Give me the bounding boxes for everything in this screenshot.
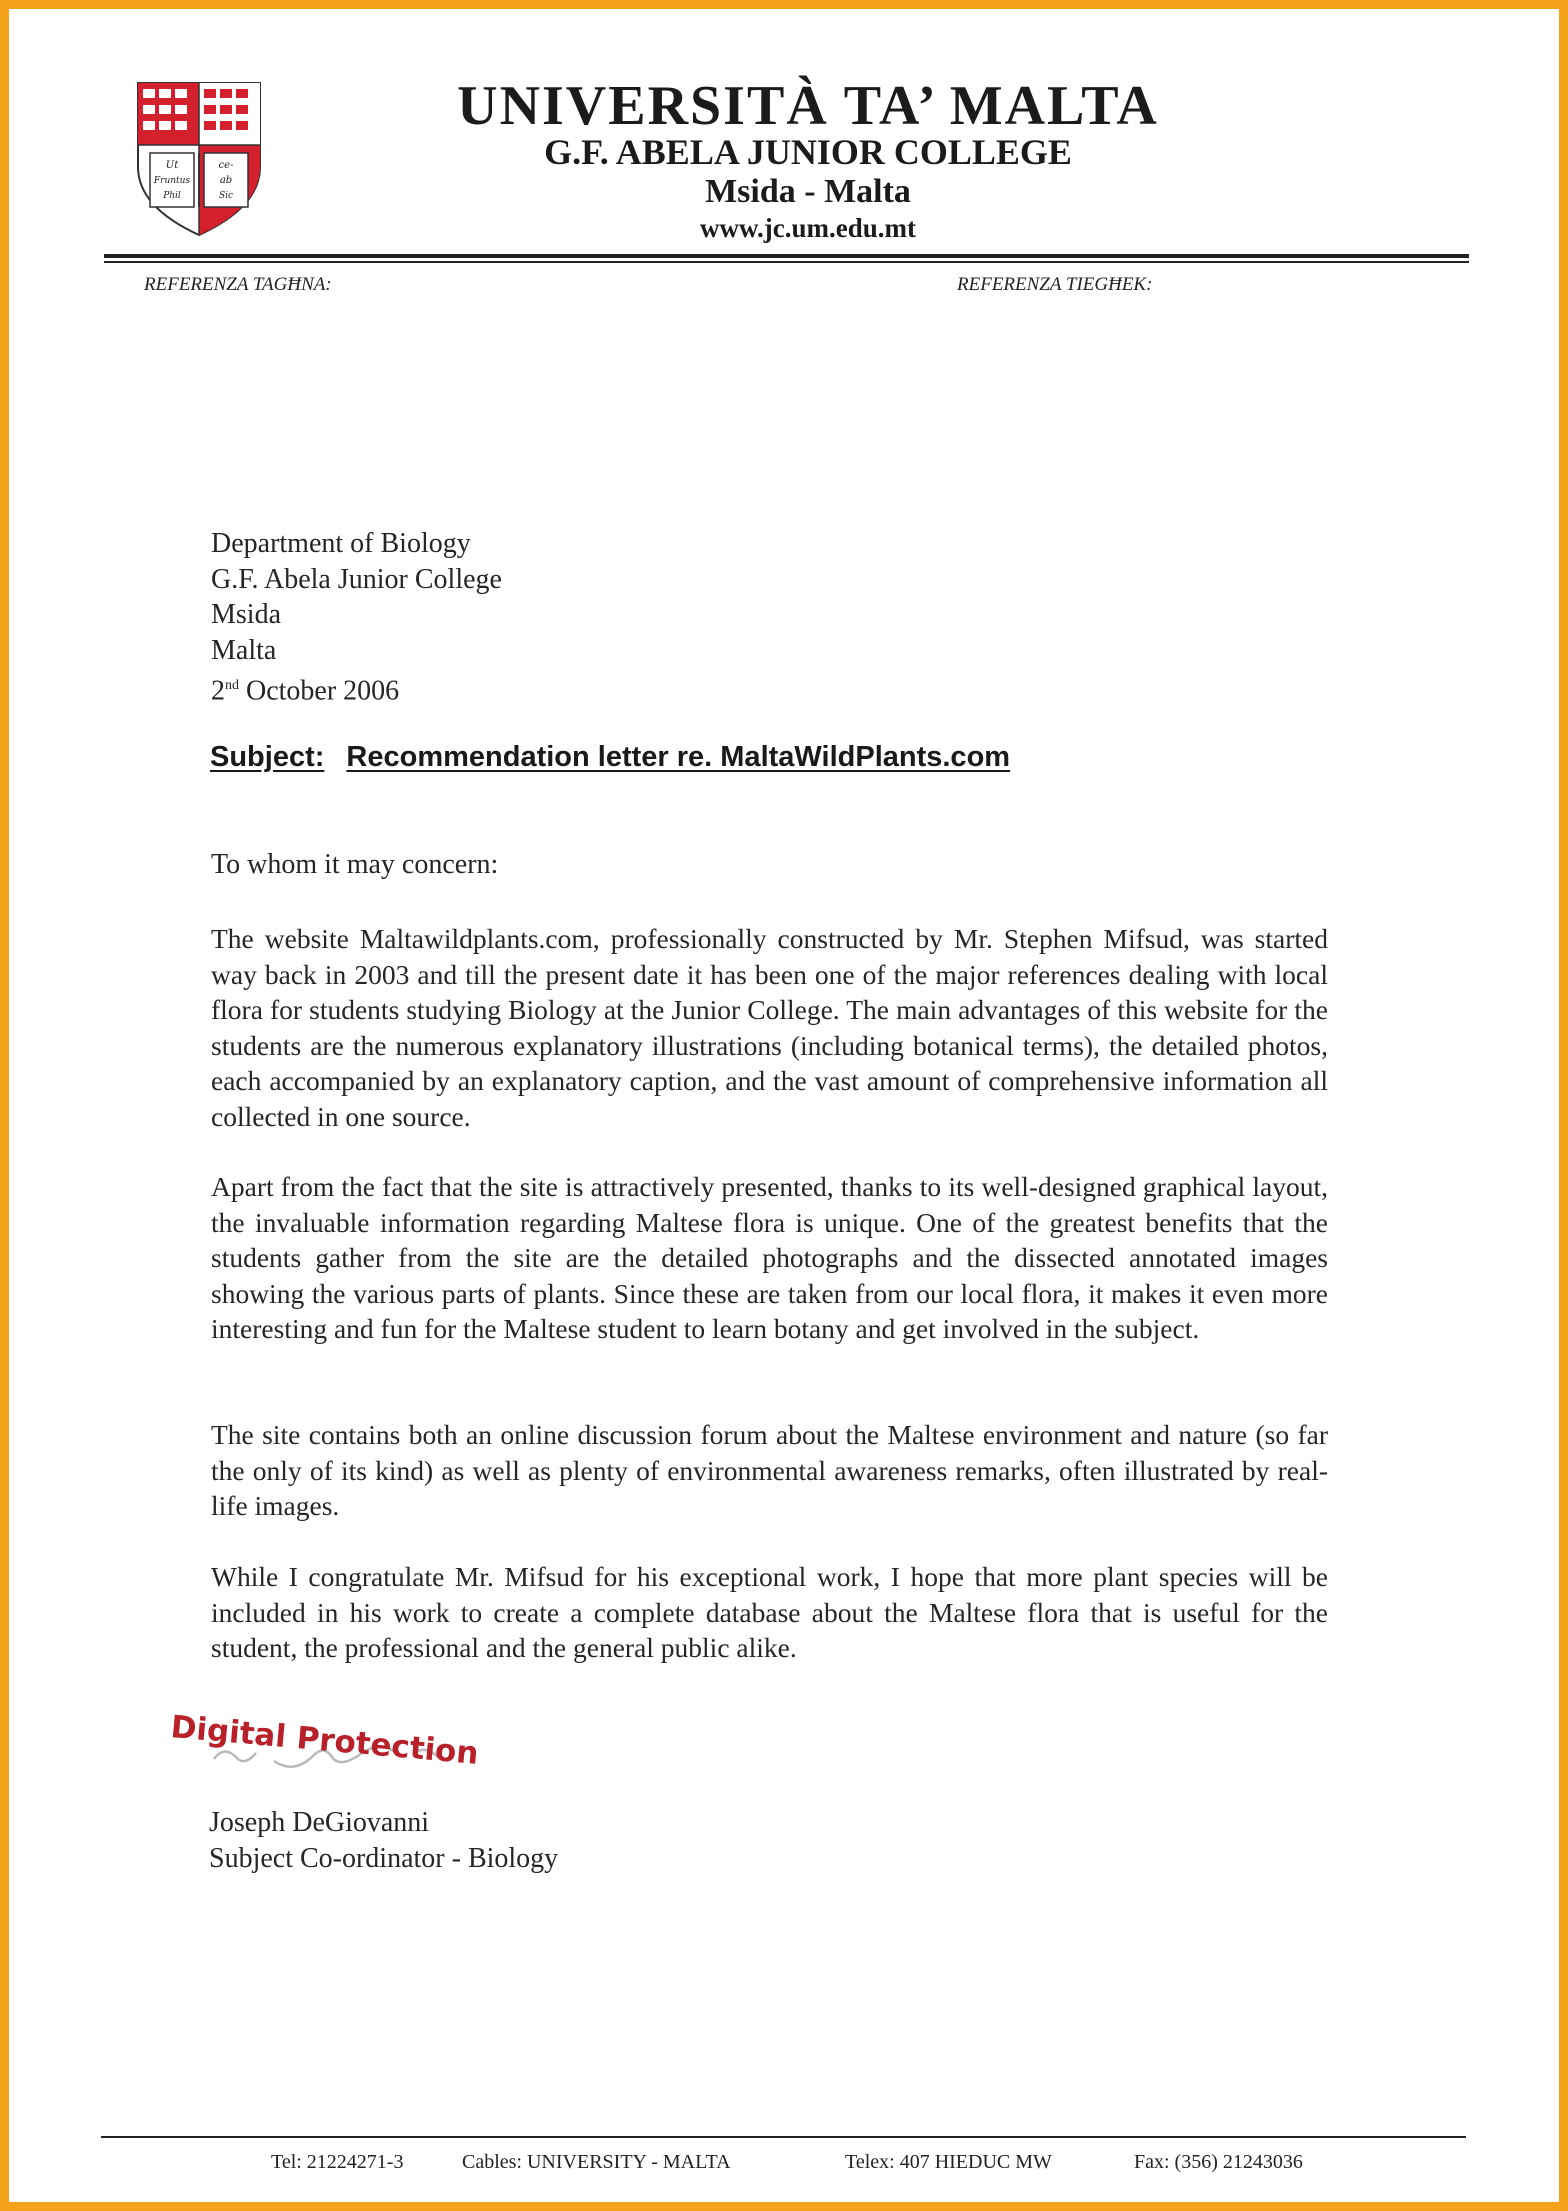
- college-location: Msida - Malta: [705, 173, 911, 210]
- address-line: Department of Biology: [211, 528, 471, 559]
- body-paragraph-4: While I congratulate Mr. Mifsud for his exceptional work, I hope that more plant species will be included in his work to create a complete database about the Maltese flora that is useful for the student, the professional and the general public alike.: [211, 1561, 1328, 1663]
- college-website: www.jc.um.edu.mt: [700, 213, 916, 243]
- date-suffix: nd: [225, 678, 239, 693]
- crest-motto-5: Phil: [163, 191, 181, 201]
- address-line: Msida: [211, 599, 281, 630]
- college-name: G.F. ABELA JUNIOR COLLEGE: [544, 132, 1072, 172]
- reference-ours: REFERENZA TAGĦNA:: [144, 274, 332, 295]
- crest-motto-6: Sic: [218, 191, 234, 201]
- crest-motto-4: ab: [219, 175, 233, 186]
- footer-cables: Cables: UNIVERSITY - MALTA: [462, 2151, 731, 2173]
- crest-motto-3: Fruntus: [153, 176, 191, 186]
- sender-address: [211, 526, 502, 709]
- subject-text: Recommendation letter re. MaltaWildPlants.com: [346, 741, 1011, 773]
- footer-fax: Fax: (356) 21243036: [1134, 2151, 1303, 2173]
- header-rule-thick: [104, 254, 1469, 258]
- date-rest: October 2006: [239, 675, 400, 707]
- footer-telex: Telex: 407 HIEDUC MW: [845, 2151, 1052, 2173]
- body-paragraph-1: The website Maltawildplants.com, professionally constructed by Mr. Stephen Mifsud, was started way back in 2003 and till the present date it has been one of the major references dealing with local flora for students studying Biology at the Junior College. The main advantages of this website for the students are the numerous explanatory illustrations (including botanical terms), the detailed photos, each accompanied by an explanatory caption, and the vast amount of comprehensive information all collected in one source.: [211, 923, 1328, 1132]
- letter-date: [211, 668, 502, 709]
- crest-motto-1: Ut: [165, 160, 179, 171]
- footer-rule: [101, 2136, 1466, 2138]
- signatory-role: Subject Co-ordinator - Biology: [209, 1843, 559, 1874]
- header-rule-thin: [104, 261, 1469, 263]
- stamp-text: Digital Protection: [169, 1709, 480, 1772]
- digital-protection-stamp: [164, 1697, 594, 1797]
- signatory-name: Joseph DeGiovanni: [209, 1807, 430, 1838]
- body-paragraph-2: Apart from the fact that the site is attractively presented, thanks to its well-designed graphical layout, the invaluable information regarding Maltese flora is unique. One of the greatest benefits that the students gather from the site are the detailed photographs and the dissected annotated images showing the various parts of plants. Since these are taken from our local flora, it makes it even more interesting and fun for the Maltese student to learn botany and get involved in the subject.: [211, 1171, 1328, 1344]
- crest-motto-2: ce-: [218, 160, 234, 171]
- subject-label: Subject:: [210, 741, 325, 773]
- body-paragraph-3: The site contains both an online discussion forum about the Maltese environment and nature (so far the only of its kind) as well as plenty of environmental awareness remarks, often illustrated by real-life images.: [211, 1419, 1328, 1521]
- salutation: To whom it may concern:: [211, 849, 499, 880]
- address-line: G.F. Abela Junior College: [211, 563, 502, 595]
- subject-line: [210, 741, 1010, 774]
- address-line: Malta: [211, 634, 277, 666]
- reference-yours: REFERENZA TIEGĦEK:: [957, 274, 1153, 295]
- footer-tel: Tel: 21224271-3: [271, 2151, 404, 2173]
- university-name: UNIVERSITÀ TA’ MALTA: [457, 75, 1159, 137]
- date-day: 2: [211, 675, 225, 707]
